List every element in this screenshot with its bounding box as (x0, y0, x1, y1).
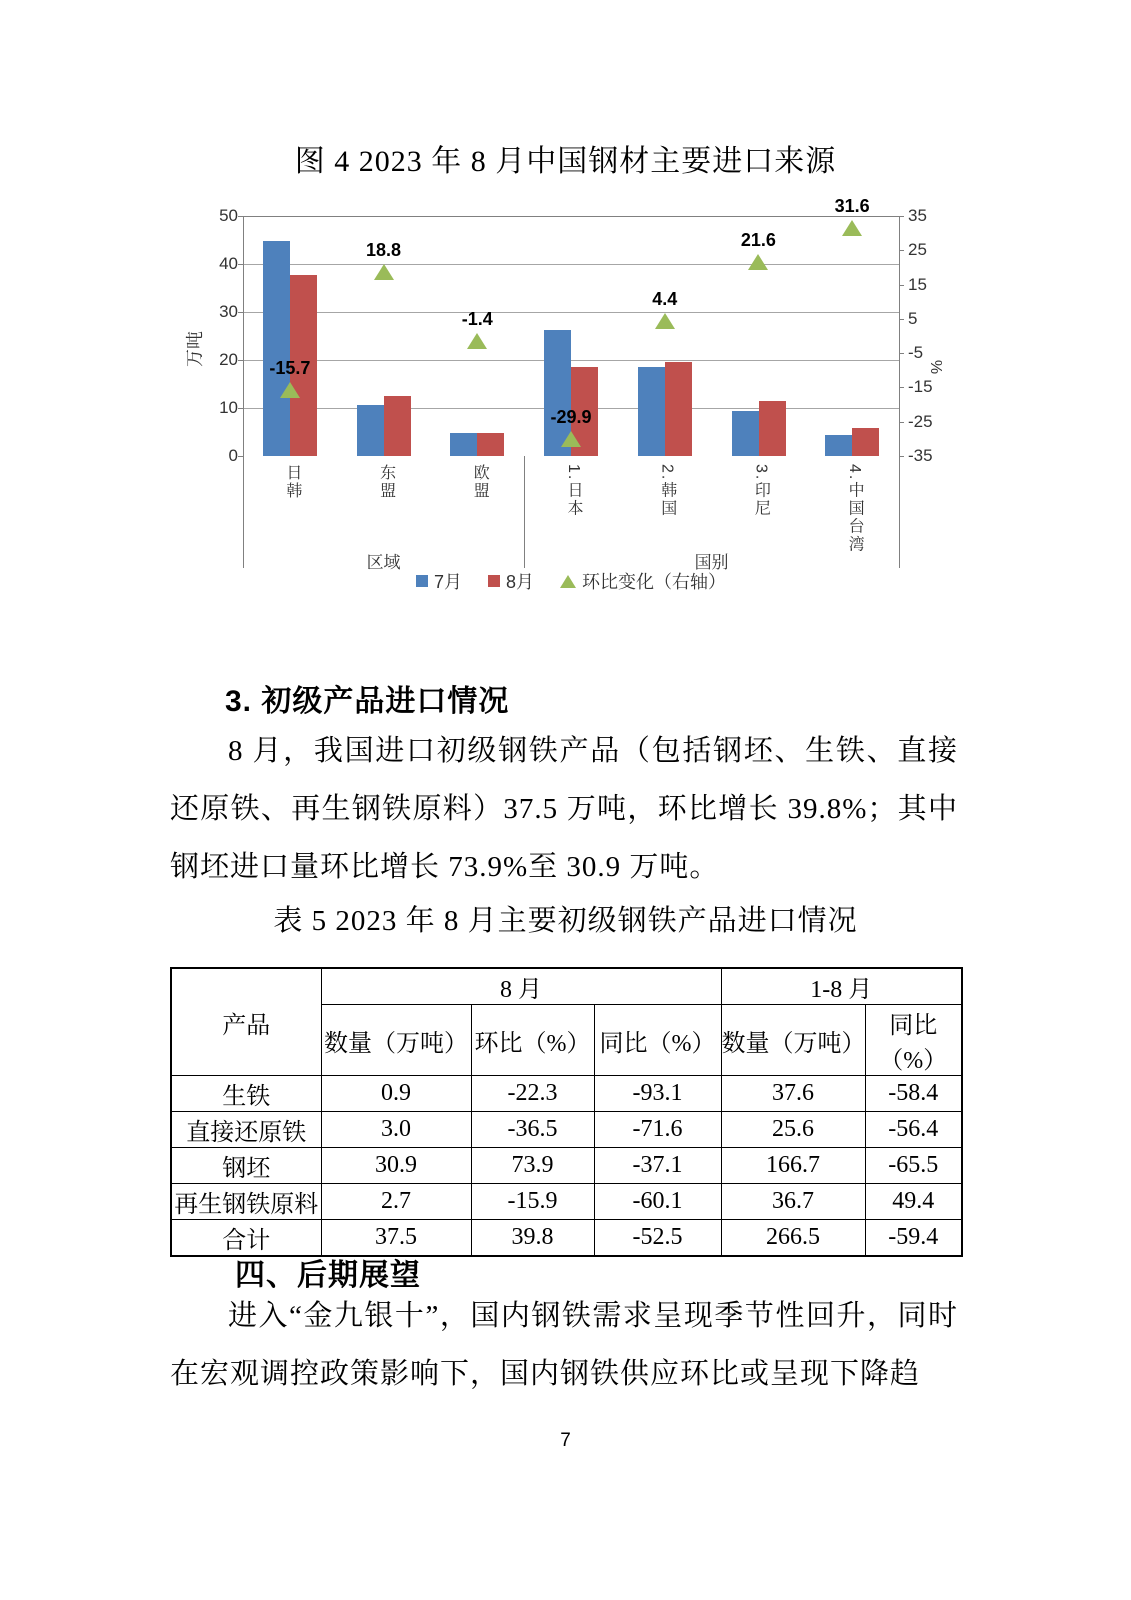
right-tickmark (899, 319, 904, 320)
change-data-label: -15.7 (269, 357, 311, 378)
change-marker-triangle (467, 333, 487, 349)
figure-title: 图 4 2023 年 8 月中国钢材主要进口来源 (294, 145, 837, 178)
category-group-separator (899, 456, 900, 568)
bar-7月 (357, 405, 384, 456)
category-group-label: 国别 (694, 553, 729, 572)
change-marker-triangle (374, 264, 394, 280)
legend-label: 7月 (433, 572, 462, 592)
left-tickmark (238, 216, 243, 217)
value-cell: 37.6 (721, 1076, 865, 1112)
left-tickmark (238, 360, 243, 361)
change-marker-triangle (842, 220, 862, 236)
change-marker-triangle (561, 431, 581, 447)
bar-7月 (450, 433, 477, 456)
right-axis-title: % (927, 359, 945, 375)
change-data-label: -1.4 (461, 308, 493, 329)
left-axis-line (243, 216, 244, 456)
value-cell: -71.6 (594, 1112, 721, 1148)
right-axis-tick-label: -25 (908, 411, 933, 431)
right-tickmark (899, 285, 904, 286)
right-axis-tick-label: 15 (908, 274, 927, 294)
table-column-group-header: 8 月 (321, 968, 721, 1005)
right-axis-tick-label: -5 (908, 343, 924, 363)
table-column-header: 环比（%） (471, 1005, 594, 1076)
bar-8月 (477, 433, 504, 456)
legend-item (416, 568, 462, 594)
left-axis-tick-label: 0 (228, 446, 238, 465)
value-cell: 36.7 (721, 1184, 865, 1220)
table-column-header: 数量（万吨） (721, 1005, 865, 1076)
legend-label: 环比变化（右轴） (582, 572, 727, 592)
right-axis-tick-label: -15 (908, 377, 933, 397)
x-axis-line (243, 216, 900, 217)
legend-triangle-marker (560, 575, 576, 588)
legend-square-marker (416, 575, 428, 587)
product-name-cell: 直接还原铁 (171, 1112, 321, 1148)
change-data-label: 4.4 (652, 288, 678, 309)
bar-7月 (263, 241, 290, 456)
left-axis-tick-label: 30 (219, 302, 238, 321)
steel-import-sources-chart (180, 190, 970, 600)
product-name-cell: 生铁 (171, 1076, 321, 1112)
bar-8月 (384, 396, 411, 456)
right-tickmark (899, 353, 904, 354)
table-row (171, 1112, 962, 1148)
value-cell: -65.5 (865, 1148, 962, 1184)
right-tickmark (899, 422, 904, 423)
bar-8月 (852, 428, 879, 456)
table-5-title: 表 5 2023 年 8 月主要初级钢铁产品进口情况 (273, 905, 858, 937)
bar-8月 (759, 401, 786, 456)
left-tickmark (238, 312, 243, 313)
chart-legend (180, 568, 962, 594)
table-header (171, 968, 962, 1076)
value-cell: -60.1 (594, 1184, 721, 1220)
change-marker-triangle (280, 382, 300, 398)
left-axis-tick-label: 40 (219, 254, 238, 273)
change-data-label: 31.6 (834, 195, 870, 216)
table-row (171, 1076, 962, 1112)
table-corner-header: 产品 (171, 968, 321, 1076)
value-cell: 25.6 (721, 1112, 865, 1148)
value-cell: 39.8 (471, 1220, 594, 1257)
product-name-cell: 合计 (171, 1220, 321, 1257)
right-axis-tick-label: 5 (908, 308, 918, 328)
h-gridline (243, 312, 899, 313)
value-cell: -56.4 (865, 1112, 962, 1148)
value-cell: -22.3 (471, 1076, 594, 1112)
value-cell: 30.9 (321, 1148, 471, 1184)
value-cell: -93.1 (594, 1076, 721, 1112)
table-column-header: 数量（万吨） (321, 1005, 471, 1076)
left-axis-tick-label: 10 (219, 398, 238, 417)
table-row (171, 1184, 962, 1220)
legend-item (560, 568, 726, 594)
right-axis-tick-label: 25 (908, 240, 927, 260)
bar-7月 (732, 411, 759, 456)
left-axis-title: 万吨 (185, 331, 205, 367)
right-axis-line (899, 216, 900, 456)
category-label: 2.韩国 (658, 464, 676, 518)
category-label: 东盟 (377, 464, 395, 500)
primary-products-import-table (170, 967, 963, 1257)
value-cell: -36.5 (471, 1112, 594, 1148)
value-cell: 2.7 (321, 1184, 471, 1220)
change-data-label: -29.9 (550, 406, 592, 427)
page-number: 7 (560, 1430, 571, 1451)
section-4-heading: 四、后期展望 (235, 1259, 421, 1292)
value-cell: 37.5 (321, 1220, 471, 1257)
legend-label: 8月 (506, 572, 535, 592)
category-label: 日韩 (283, 464, 301, 500)
value-cell: -37.1 (594, 1148, 721, 1184)
section-3-paragraph: 8 月，我国进口初级钢铁产品（包括钢坯、生铁、直接还原铁、再生钢铁原料）37.5 万吨，环比增长 39.8%；其中钢坯进口量环比增长 73.9%至 30.9 万吨。 (170, 735, 958, 883)
right-tickmark (899, 216, 904, 217)
left-axis-tick-label: 20 (219, 350, 238, 369)
section-3-heading: 3. 初级产品进口情况 (225, 685, 510, 718)
h-gridline (243, 264, 899, 265)
value-cell: 266.5 (721, 1220, 865, 1257)
value-cell: -59.4 (865, 1220, 962, 1257)
right-tickmark (899, 250, 904, 251)
left-tickmark (238, 408, 243, 409)
category-label: 1.日本 (565, 464, 582, 518)
change-marker-triangle (655, 313, 675, 329)
product-name-cell: 钢坯 (171, 1148, 321, 1184)
category-label: 3.印尼 (752, 464, 770, 518)
bar-7月 (638, 367, 665, 456)
change-marker-triangle (748, 254, 768, 270)
table-row (171, 1148, 962, 1184)
category-label: 欧盟 (471, 464, 489, 500)
value-cell: -15.9 (471, 1184, 594, 1220)
bar-7月 (825, 435, 852, 456)
table-column-header: 同比（%） (594, 1005, 721, 1076)
value-cell: 0.9 (321, 1076, 471, 1112)
left-tickmark (238, 264, 243, 265)
section-4-paragraph: 进入“金九银十”，国内钢铁需求呈现季节性回升，同时在宏观调控政策影响下，国内钢铁供应环比或呈现下降趋 (170, 1300, 958, 1390)
category-group-separator (524, 456, 525, 568)
table-column-header: 同比（%） (865, 1005, 962, 1076)
category-group-separator (243, 456, 244, 568)
legend-item (488, 568, 534, 594)
right-axis-tick-label: -35 (908, 446, 933, 465)
value-cell: 49.4 (865, 1184, 962, 1220)
bar-8月 (665, 362, 692, 456)
value-cell: 73.9 (471, 1148, 594, 1184)
category-group-label: 区域 (366, 553, 401, 572)
change-data-label: 21.6 (740, 229, 776, 250)
value-cell: -58.4 (865, 1076, 962, 1112)
value-cell: -52.5 (594, 1220, 721, 1257)
category-label: 4.中国台湾 (846, 464, 864, 554)
left-axis-tick-label: 50 (219, 206, 238, 225)
legend-square-marker (488, 575, 500, 587)
change-data-label: 18.8 (366, 239, 402, 260)
value-cell: 166.7 (721, 1148, 865, 1184)
right-tickmark (899, 387, 904, 388)
value-cell: 3.0 (321, 1112, 471, 1148)
right-axis-tick-label: 35 (908, 206, 927, 225)
product-name-cell: 再生钢铁原料 (171, 1184, 321, 1220)
table-column-group-header: 1-8 月 (721, 968, 962, 1005)
table-body (171, 1076, 962, 1257)
